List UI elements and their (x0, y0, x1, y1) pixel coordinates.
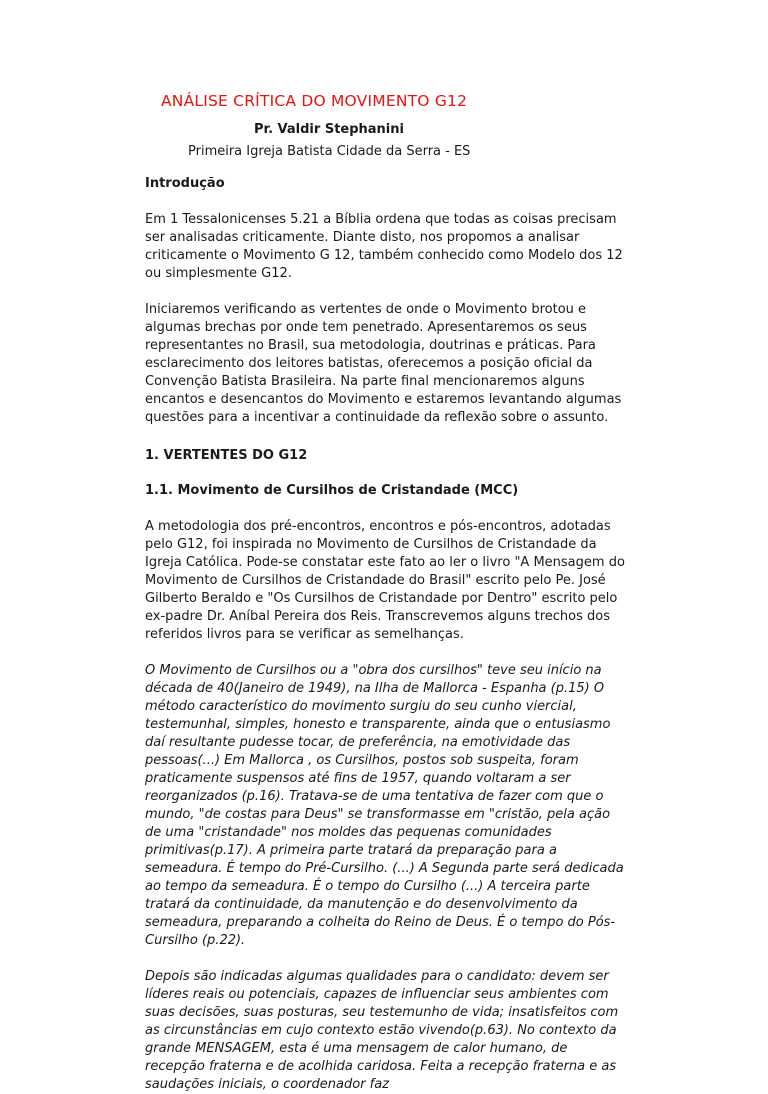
paragraph-intro-1: Em 1 Tessalonicenses 5.21 a Bíblia ordena que todas as coisas precisam ser analisadas criticamente. Diante disto, nos propomos a analisar criticamente o Movimento G 12, também conhecido como Modelo dos 12 ou simplesmente G12. (145, 212, 623, 281)
church-name: Primeira Igreja Batista Cidade da Serra - ES (188, 144, 471, 159)
section-heading-1: 1. VERTENTES DO G12 (145, 448, 308, 463)
author-name: Pr. Valdir Stephanini (254, 122, 404, 137)
intro-heading: Introdução (145, 176, 225, 191)
quote-candidate: Depois são indicadas algumas qualidades para o candidato: devem ser líderes reais ou potenciais, capazes de influenciar seus ambientes com suas decisões, suas posturas, seu testemunho de vida; insatisfeitos com as circunstâncias em cujo contexto estão vivendo(p.63). No contexto da grande MENSAGEM, esta é uma mensagem de calor humano, de recepção fraterna e de acolhida caridosa. Feita a recepção fraterna e as saudações iniciais, o coordenador faz (145, 969, 619, 1092)
paragraph-intro-2: Iniciaremos verificando as vertentes de onde o Movimento brotou e algumas brechas por onde tem penetrado. Apresentaremos os seus representantes no Brasil, sua metodologia, doutrinas e práticas. Para esclarecimento dos leitores batistas, oferecemos a posição oficial da Convenção Batista Brasileira. Na parte final mencionaremos alguns encantos e desencantos do Movimento e estaremos levantando algumas questões para a incentivar a continuidade da reflexão sobre o assunto. (145, 302, 622, 425)
document-page (145, 90, 625, 1094)
quote-cursilhos: O Movimento de Cursilhos ou a "obra dos cursilhos" teve seu início na década de 40(Janeiro de 1949), na Ilha de Mallorca - Espanha (p.15) O método característico do movimento surgiu do seu cunho viercial, testemunhal, simples, honesto e transparente, ainda que o entusiasmo daí resultante pudesse tocar, de preferência, na emotividade das pessoas(...) Em Mallorca , os Cursilhos, postos sob suspeita, foram praticamente suspensos até fins de 1957, quando voltaram a ser reorganizados (p.16). Tratava-se de uma tentativa de fazer com que o mundo, "de costas para Deus" se transformasse em "cristão, pela ação de uma "cristandade" nos moldes das pequenas comunidades primitivas(p.17). A primeira parte tratará da preparação para a semeadura. É tempo do Pré-Cursilho. (...) A Segunda parte será dedicada ao tempo da semeadura. É o tempo do Cursilho (...) A terceira parte tratará da continuidade, da manutenção e do desenvolvimento da semeadura, preparando a colheita do Reino de Deus. É o tempo do Pós-Cursilho (p.22). (145, 663, 624, 948)
section-heading-1-1: 1.1. Movimento de Cursilhos de Cristandade (MCC) (145, 483, 519, 498)
paragraph-methodology: A metodologia dos pré-encontros, encontros e pós-encontros, adotadas pelo G12, foi inspirada no Movimento de Cursilhos de Cristandade da Igreja Católica. Pode-se constatar este fato ao ler o livro "A Mensagem do Movimento de Cursilhos de Cristandade do Brasil" escrito pelo Pe. José Gilberto Beraldo e "Os Cursilhos de Cristandade por Dentro" escrito pelo ex-padre Dr. Aníbal Pereira dos Reis. Transcrevemos alguns trechos dos referidos livros para se verificar as semelhanças. (145, 519, 625, 642)
document-title: ANÁLISE CRÍTICA DO MOVIMENTO G12 (161, 92, 468, 110)
